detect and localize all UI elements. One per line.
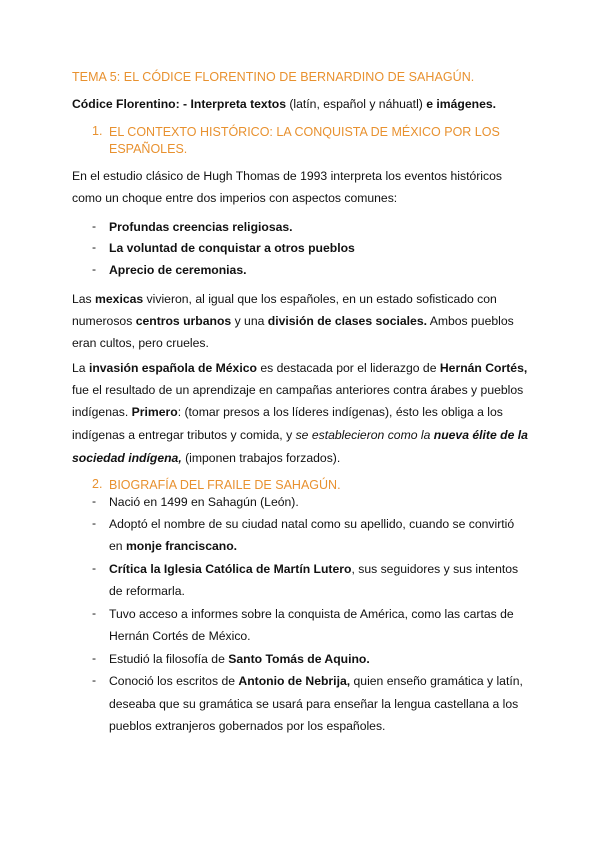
section1-heading-line2: ESPAÑOLES. bbox=[109, 142, 188, 156]
bio-item-luther-line2: de reformarla. bbox=[109, 584, 185, 598]
invasion-line-3 bbox=[72, 404, 532, 420]
subtitle-bold: Códice Florentino: - Interpreta textos bbox=[72, 97, 286, 111]
invasion-line-2: fue el resultado de un aprendizaje en campañas anteriores contra árabes y pueblos bbox=[72, 383, 524, 397]
bio-item-luther-line1 bbox=[109, 561, 569, 577]
text-span: en bbox=[109, 539, 126, 553]
section1-number: 1. bbox=[92, 124, 103, 138]
mexicas-term: mexicas bbox=[95, 292, 144, 306]
nueva-elite-term: nueva élite de la bbox=[433, 428, 528, 442]
list-dash: - bbox=[92, 262, 97, 276]
list-dash: - bbox=[92, 606, 97, 620]
text-span: Conoció los escritos de bbox=[109, 674, 239, 688]
monje-franciscano-term: monje franciscano. bbox=[125, 539, 238, 553]
text-span: y una bbox=[231, 314, 268, 328]
bio-item-aquinas bbox=[109, 651, 569, 667]
subtitle-images: e imágenes. bbox=[426, 97, 497, 111]
hernan-cortes-term: Hernán Cortés, bbox=[439, 361, 528, 375]
section2-heading: BIOGRAFÍA DEL FRAILE DE SAHAGÚN. bbox=[109, 478, 341, 492]
list-dash: - bbox=[92, 219, 97, 233]
mexicas-line-2 bbox=[72, 313, 532, 329]
text-span: Las bbox=[72, 292, 96, 306]
text-span: (imponen trabajos forzados). bbox=[181, 451, 341, 465]
list-dash: - bbox=[92, 673, 97, 687]
section1-heading-line1: EL CONTEXTO HISTÓRICO: LA CONQUISTA DE MÉXICO POR LOS bbox=[109, 125, 500, 139]
text-span: indígenas a entregar tributos y comida, y bbox=[72, 428, 296, 442]
aquinas-term: Santo Tomás de Aquino. bbox=[228, 652, 370, 666]
primero-term: Primero bbox=[131, 405, 178, 419]
list-dash: - bbox=[92, 494, 97, 508]
list-item: Aprecio de ceremonias. bbox=[109, 263, 247, 277]
invasion-line-4 bbox=[72, 427, 532, 443]
subtitle bbox=[72, 96, 532, 112]
social-classes-term: división de clases sociales. bbox=[267, 314, 427, 328]
subtitle-languages: (latín, español y náhuatl) bbox=[285, 97, 427, 111]
text-span: , sus seguidores y sus intentos bbox=[351, 562, 519, 576]
luther-term: Crítica la Iglesia Católica de Martín Lutero bbox=[109, 562, 352, 576]
bio-item-nebrija-line1 bbox=[109, 673, 569, 689]
mexicas-line-3: eran cultos, pero crueles. bbox=[72, 336, 209, 350]
invasion-term: invasión española de México bbox=[88, 361, 257, 375]
nebrija-term: Antonio de Nebrija, bbox=[238, 674, 351, 688]
invasion-line-1 bbox=[72, 360, 532, 376]
bio-item-name-line1: Adoptó el nombre de su ciudad natal como su apellido, cuando se convirtió bbox=[109, 517, 515, 531]
invasion-line-5 bbox=[72, 450, 532, 466]
bio-item-reports-line2: Hernán Cortés de México. bbox=[109, 629, 251, 643]
text-span: numerosos bbox=[72, 314, 136, 328]
text-span: : (tomar presos a los líderes indígenas), ésto les obliga a los bbox=[177, 405, 503, 419]
bio-item-birth: Nació en 1499 en Sahagún (León). bbox=[109, 495, 299, 509]
text-span: quien enseño gramática y latín, bbox=[350, 674, 523, 688]
urban-centers-term: centros urbanos bbox=[135, 314, 232, 328]
text-span: indígenas. bbox=[72, 405, 132, 419]
bio-item-nebrija-line2: deseaba que su gramática se usará para enseñar la lengua castellana a los bbox=[109, 697, 519, 711]
text-span: Ambos pueblos bbox=[426, 314, 514, 328]
document-title: TEMA 5: EL CÓDICE FLORENTINO DE BERNARDINO DE SAHAGÚN. bbox=[72, 70, 475, 84]
intro-line-1: En el estudio clásico de Hugh Thomas de 1993 interpreta los eventos históricos bbox=[72, 169, 502, 183]
section2-number: 2. bbox=[92, 477, 103, 491]
list-dash: - bbox=[92, 240, 97, 254]
list-dash: - bbox=[92, 651, 97, 665]
mexicas-line-1 bbox=[72, 291, 532, 307]
bio-item-reports-line1: Tuvo acceso a informes sobre la conquista de América, como las cartas de bbox=[109, 607, 514, 621]
text-span: vivieron, al igual que los españoles, en un estado sofisticado con bbox=[143, 292, 497, 306]
bio-item-nebrija-line3: pueblos extranjeros gobernados por los españoles. bbox=[109, 719, 386, 733]
text-span: La bbox=[72, 361, 89, 375]
italic-text: se establecieron como la bbox=[295, 428, 434, 442]
list-item: Profundas creencias religiosas. bbox=[109, 220, 293, 234]
text-span: es destacada por el liderazgo de bbox=[256, 361, 440, 375]
list-dash: - bbox=[92, 561, 97, 575]
intro-line-2: como un choque entre dos imperios con aspectos comunes: bbox=[72, 191, 398, 205]
sociedad-indigena-term: sociedad indígena, bbox=[72, 451, 182, 465]
list-item: La voluntad de conquistar a otros pueblos bbox=[109, 241, 355, 255]
text-span: Estudió la filosofía de bbox=[109, 652, 229, 666]
list-dash: - bbox=[92, 516, 97, 530]
bio-item-name-line2 bbox=[109, 538, 569, 554]
